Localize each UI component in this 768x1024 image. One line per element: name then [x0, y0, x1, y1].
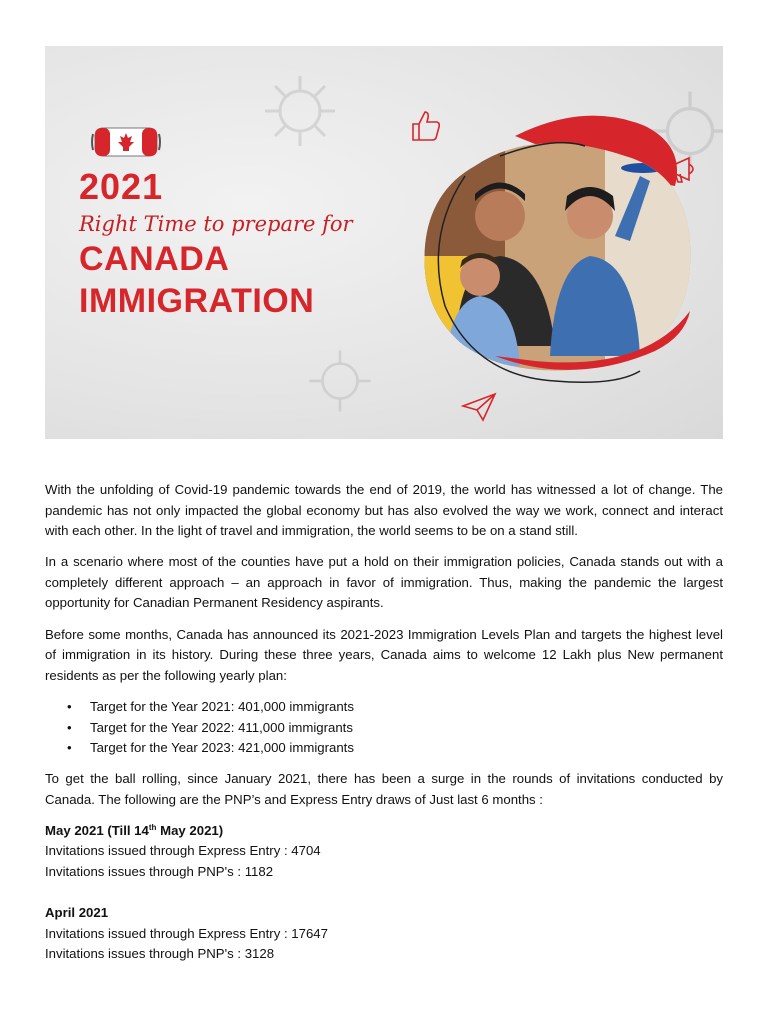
- paper-plane-icon: [461, 392, 497, 422]
- draws-paragraph: To get the ball rolling, since January 2021, there has been a surge in the rounds of invitations conducted by Canada. The following are the PNP’s and Express Entry draws of Just last 6 months :: [45, 770, 723, 807]
- may-pnp: Invitations issues through PNP's : 1182: [45, 863, 274, 879]
- canada-flag-mask-icon: [89, 124, 163, 160]
- virus-icon: [305, 346, 375, 416]
- virus-icon: [260, 71, 340, 151]
- levels-plan-paragraph: Before some months, Canada has announced its 2021-2023 Immigration Levels Plan and targets the highest level of immigration in its history. During these three years, Canada aims to welcome 12 Lakh plus New permanent residents as per the following yearly plan:: [45, 626, 723, 683]
- thumbs-up-icon: [407, 108, 443, 144]
- article-body: [45, 480, 723, 965]
- list-item: • Target for the Year 2022: 411,000 immigrants: [90, 718, 723, 739]
- scenario-paragraph: In a scenario where most of the counties have put a hold on their immigration policies, Canada stands out with a completely different approach – an approach in favor of immigration. Thus, making the pandemic the largest opportunity for Canadian Permanent Residency aspirants.: [45, 554, 723, 611]
- targets-list: [45, 697, 723, 759]
- hero-banner: [45, 46, 723, 439]
- april-express-entry: Invitations issued through Express Entry : 17647: [45, 925, 328, 941]
- banner-headline-canada: CANADA: [79, 240, 230, 278]
- bullet-icon: •: [67, 740, 72, 756]
- banner-year: 2021: [79, 166, 164, 207]
- april-heading: April 2021: [45, 905, 109, 921]
- may-heading: May 2021 (Till 14th May 2021): [45, 822, 224, 838]
- megaphone-icon: [665, 150, 705, 190]
- list-item: • Target for the Year 2021: 401,000 immigrants: [90, 697, 723, 718]
- banner-headline-immigration: IMMIGRATION: [79, 282, 315, 320]
- bullet-icon: •: [67, 719, 72, 735]
- april-pnp: Invitations issues through PNP's : 3128: [45, 946, 275, 962]
- bullet-icon: •: [67, 698, 72, 714]
- may-express-entry: Invitations issued through Express Entry : 4704: [45, 843, 321, 859]
- list-item: • Target for the Year 2023: 421,000 immigrants: [90, 738, 723, 759]
- intro-paragraph: With the unfolding of Covid-19 pandemic towards the end of 2019, the world has witnessed a lot of change. The pandemic has not only impacted the global economy but has also evolved the way we work, connect and interact with each other. In the light of travel and immigration, the world seems to be on a stand still.: [45, 482, 723, 539]
- banner-tagline: Right Time to prepare for: [79, 212, 353, 236]
